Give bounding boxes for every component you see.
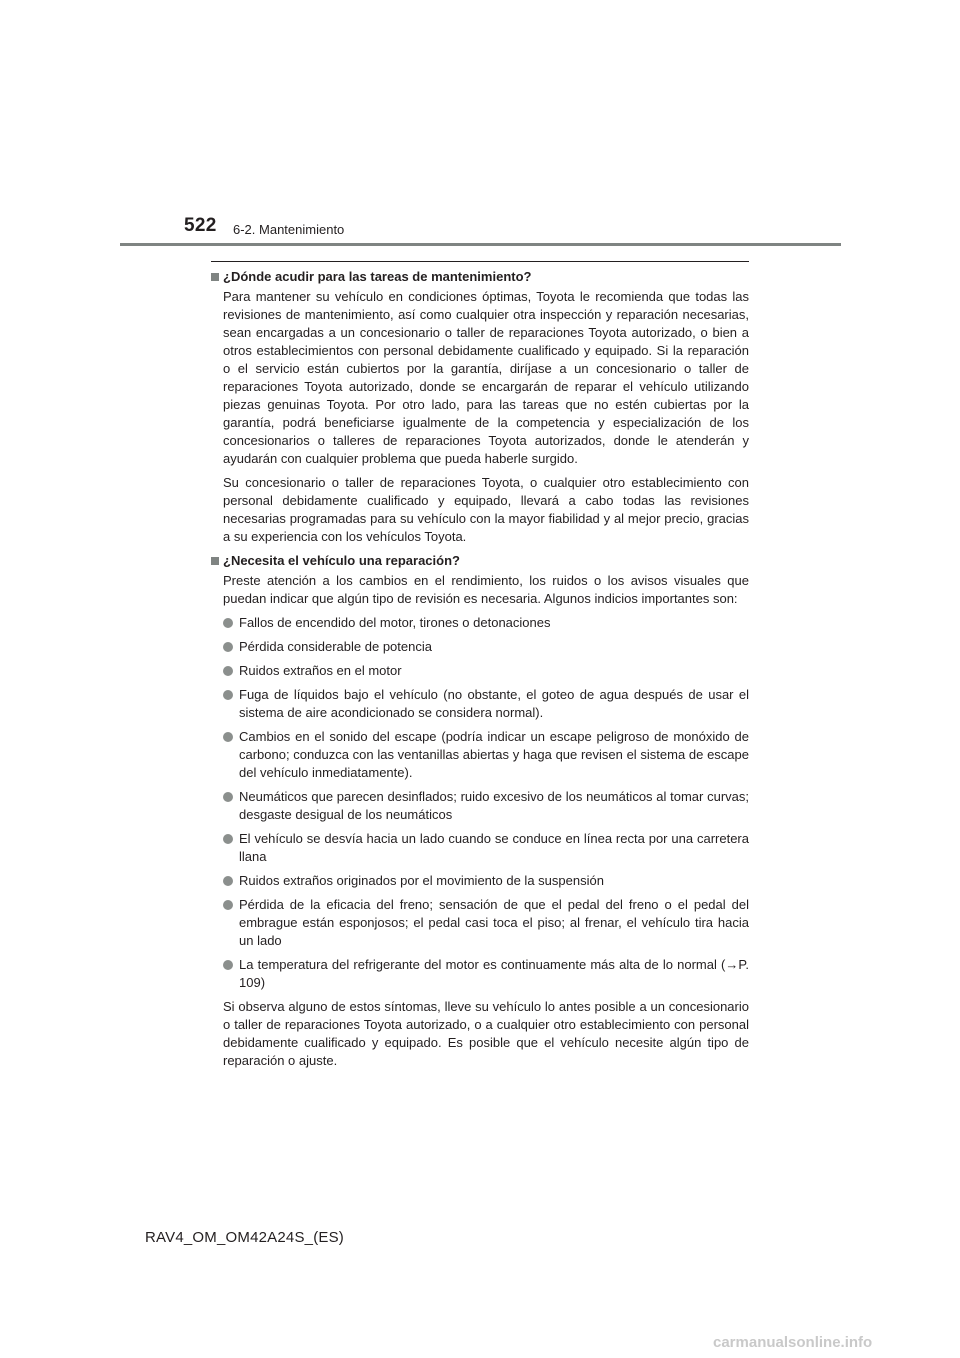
- list-item: Fallos de encendido del motor, tirones o detonaciones: [211, 614, 749, 632]
- round-bullet-icon: [223, 642, 233, 652]
- page-content: [211, 268, 749, 1076]
- page-number: 522: [184, 215, 217, 236]
- content-divider: [211, 261, 749, 262]
- round-bullet-icon: [223, 834, 233, 844]
- round-bullet-icon: [223, 792, 233, 802]
- round-bullet-icon: [223, 618, 233, 628]
- square-bullet-icon: [211, 273, 219, 281]
- round-bullet-icon: [223, 876, 233, 886]
- section-heading-text: ¿Necesita el vehículo una reparación?: [223, 553, 460, 568]
- round-bullet-icon: [223, 666, 233, 676]
- list-item: Neumáticos que parecen desinflados; ruido excesivo de los neumáticos al tomar curvas; desgaste desigual de los neumáticos: [211, 788, 749, 824]
- paragraph: Su concesionario o taller de reparaciones Toyota, o cualquier otro establecimiento con personal debidamente cualificado y equipado, llevará a cabo todas las revisiones necesarias programadas para su vehículo con la mayor fiabilidad y al mejor precio, gracias a su experiencia con los vehículos Toyota.: [223, 475, 749, 544]
- list-item: Fuga de líquidos bajo el vehículo (no obstante, el goteo de agua después de usar el sistema de aire acondicionado se considera normal).: [211, 686, 749, 722]
- section-title: 6-2. Mantenimiento: [233, 222, 345, 237]
- section-heading: [211, 268, 749, 286]
- closing-paragraph: Si observa alguno de estos síntomas, lleve su vehículo lo antes posible a un concesionario o taller de reparaciones Toyota autorizado, o a cualquier otro establecimiento con personal debidamente cualificado y equipado. Es posible que el vehículo necesite algún tipo de reparación o ajuste.: [223, 999, 749, 1068]
- list-item: Ruidos extraños originados por el movimiento de la suspensión: [211, 872, 749, 890]
- round-bullet-icon: [223, 690, 233, 700]
- paragraph: Preste atención a los cambios en el rendimiento, los ruidos o los avisos visuales que puedan indicar que algún tipo de revisión es necesaria. Algunos indicios importantes son:: [223, 573, 749, 606]
- paragraph: Para mantener su vehículo en condiciones óptimas, Toyota le recomienda que todas las revisiones de mantenimiento, así como cualquier otra inspección y reparación necesarias, sean encargadas a un concesionario o taller de reparaciones Toyota autorizado, o bien a otros establecimientos con personal debidamente cualificado y equipado. Si la reparación o el servicio están cubiertos por la garantía, diríjase a un concesionario o taller de reparaciones Toyota autorizado, donde se encargarán de reparar el vehículo utilizando piezas genuinas Toyota. Por otro lado, para las tareas que no estén cubiertas por la garantía, podrá beneficiarse igualmente de la competencia y especialización de los concesionarios o talleres de reparaciones Toyota autorizados, donde le atenderán y ayudarán con cualquier problema que pueda haberle surgido.: [223, 289, 749, 466]
- list-item: Cambios en el sonido del escape (podría indicar un escape peligroso de monóxido de carbono; conduzca con las ventanillas abiertas y haga que revisen el sistema de escape del vehículo inmediatamente).: [211, 728, 749, 782]
- document-code: RAV4_OM_OM42A24S_(ES): [145, 1229, 345, 1246]
- round-bullet-icon: [223, 960, 233, 970]
- list-item: Pérdida considerable de potencia: [211, 638, 749, 656]
- round-bullet-icon: [223, 900, 233, 910]
- header-rule: [120, 243, 841, 246]
- watermark: carmanualsonline.info: [713, 1334, 873, 1351]
- list-item: La temperatura del refrigerante del motor es continuamente más alta de lo normal (→P. 109): [211, 956, 749, 992]
- round-bullet-icon: [223, 732, 233, 742]
- list-item: El vehículo se desvía hacia un lado cuando se conduce en línea recta por una carretera llana: [211, 830, 749, 866]
- section-heading: [211, 552, 749, 570]
- section-heading-text: ¿Dónde acudir para las tareas de mantenimiento?: [223, 269, 532, 284]
- symptom-list: [211, 614, 749, 992]
- list-item: Pérdida de la eficacia del freno; sensación de que el pedal del freno o el pedal del embrague están esponjosos; el pedal casi toca el piso; al frenar, el vehículo tira hacia un lado: [211, 896, 749, 950]
- square-bullet-icon: [211, 557, 219, 565]
- list-item: Ruidos extraños en el motor: [211, 662, 749, 680]
